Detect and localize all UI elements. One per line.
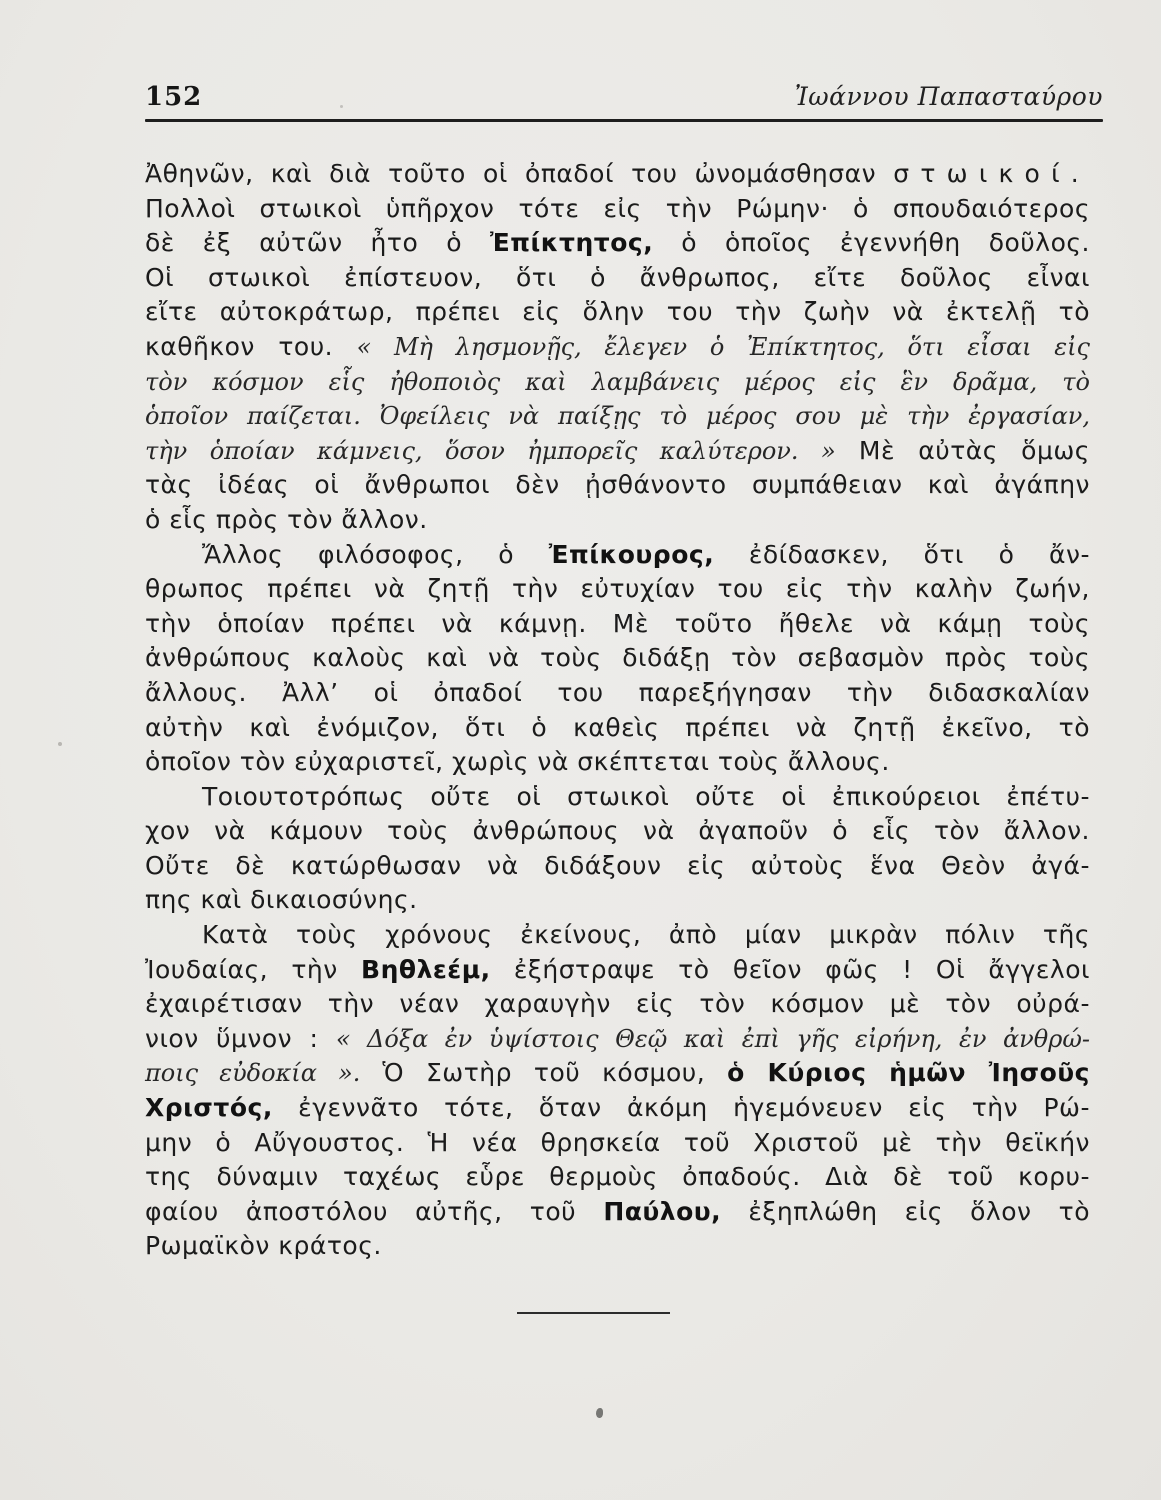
ink-speck (596, 1408, 603, 1418)
text-segment: ὁ ὁποῖος ἐγεννήθη δοῦλος. (653, 228, 1090, 258)
text-segment: Ἀθηνῶν, καὶ διὰ τοῦτο οἱ ὀπαδοί του ὠνομάσθησαν (145, 159, 894, 188)
text-line (145, 987, 1090, 1022)
text-segment: ἐχαιρέτισαν τὴν νέαν χαραυγὴν εἰς τὸν κόσμον μὲ τὸν οὐρά- (145, 989, 1090, 1019)
text-line (145, 157, 1090, 192)
text-line (145, 261, 1090, 296)
text-line (145, 365, 1090, 400)
text-segment: ὁ εἷς πρὸς τὸν ἄλλον. (145, 504, 428, 534)
text-segment: Παύλου, (603, 1196, 722, 1226)
text-segment: Κατὰ τοὺς χρόνους ἐκείνους, ἀπὸ μίαν μικρὰν πόλιν τῆς (202, 920, 1090, 950)
text-segment: ὁποῖον παίζεται. Ὀφείλεις νὰ παίξῃς τὸ μέρος σου μὲ τὴν ἐργασίαν, (145, 402, 1090, 431)
text-segment: στωικοί. (893, 159, 1090, 188)
text-segment: ἀνθρώπους καλοὺς καὶ νὰ τοὺς διδάξῃ τὸν σεβασμὸν πρὸς τοὺς (145, 643, 1090, 673)
paper-speck (340, 105, 343, 108)
text-segment: Οἱ στωικοὶ ἐπίστευον, ὅτι ὁ ἄνθρωπος, εἴτε δοῦλος εἶναι (145, 262, 1090, 292)
text-line (145, 745, 1090, 780)
text-segment: Πολλοὶ στωικοὶ ὑπῆρχον τότε εἰς τὴν Ρώμην· ὁ σπουδαιότερος (145, 193, 1090, 223)
text-line (145, 641, 1090, 676)
text-segment: ἄλλους. Ἀλλ’ οἱ ὀπαδοί του παρεξήγησαν τὴν διδασκαλίαν (145, 677, 1090, 707)
text-segment: νιον ὕμνον : (145, 1023, 336, 1053)
page-header (145, 82, 1103, 112)
text-segment: τὰς ἰδέας οἱ ἄνθρωποι δὲν ᾐσθάνοντο συμπάθειαν καὶ ἀγάπην (145, 470, 1090, 500)
text-line (145, 1126, 1090, 1161)
text-line (145, 572, 1090, 607)
text-line (145, 1195, 1090, 1230)
text-line (145, 330, 1090, 365)
text-line (145, 918, 1090, 953)
text-line (145, 953, 1090, 988)
text-segment: πης καὶ δικαιοσύνης. (145, 885, 418, 915)
text-segment: « Μὴ λησμονῇς, ἔλεγεν ὁ Ἐπίκτητος, ὅτι εἶσαι εἰς (356, 332, 1090, 361)
text-line (145, 226, 1090, 261)
text-line (145, 676, 1090, 711)
text-segment: δὲ ἐξ αὐτῶν ἦτο ὁ (145, 228, 490, 258)
text-line (145, 883, 1090, 918)
text-segment: « Δόξα ἐν ὑψίστοις Θεῷ καὶ ἐπὶ γῆς εἰρήνη, ἐν ἀνθρώ- (335, 1024, 1091, 1053)
body-text (145, 157, 1090, 1264)
text-segment: ἐδίδασκεν, ὅτι ὁ ἄν- (714, 539, 1090, 569)
text-line (145, 780, 1090, 815)
text-segment: Ἰουδαίας, τὴν (145, 954, 362, 984)
text-segment: Ἐπίκτητος, (489, 228, 654, 258)
text-line (145, 1160, 1090, 1195)
text-line (145, 1056, 1090, 1091)
text-segment: ἐγεννᾶτο τότε, ὅταν ἀκόμη ἡγεμόνευεν εἰς τὴν Ρώ- (272, 1093, 1090, 1123)
text-segment: ἐξηπλώθη εἰς ὅλον τὸ (721, 1196, 1090, 1226)
text-segment: Ρωμαϊκὸν κράτος. (145, 1231, 382, 1261)
text-line (145, 434, 1090, 469)
text-segment: Μὲ αὐτὰς ὅμως (835, 435, 1090, 465)
header-rule (145, 119, 1103, 122)
text-segment: της δύναμιν ταχέως εὗρε θερμοὺς ὀπαδούς. Διὰ δὲ τοῦ κορυ- (145, 1162, 1090, 1192)
text-segment: φαίου ἀποστόλου αὐτῆς, τοῦ (145, 1196, 604, 1226)
text-segment: ποις εὐδοκία ». (145, 1059, 361, 1088)
text-line (145, 711, 1090, 746)
text-line (145, 503, 1090, 538)
text-line (145, 468, 1090, 503)
text-line (145, 1091, 1090, 1126)
text-line (145, 814, 1090, 849)
text-line (145, 849, 1090, 884)
text-segment: Ἐπίκουρος, (548, 539, 715, 569)
text-segment: εἴτε αὐτοκράτωρ, πρέπει εἰς ὅλην του τὴν ζωὴν νὰ ἐκτελῇ τὸ (145, 297, 1090, 327)
text-segment: τὴν ὁποίαν κάμνεις, ὅσον ἠμπορεῖς καλύτερον. » (145, 436, 836, 465)
text-segment: καθῆκον του. (145, 331, 357, 361)
text-segment: Ἄλλος φιλόσοφος, ὁ (202, 539, 549, 569)
text-line (145, 1229, 1090, 1264)
text-segment: χον νὰ κάμουν τοὺς ἀνθρώπους νὰ ἀγαποῦν ὁ εἷς τὸν ἄλλον. (145, 816, 1090, 846)
text-segment: ὁ Κύριος ἡμῶν Ἰησοῦς (727, 1058, 1090, 1088)
text-segment: ὁποῖον τὸν εὐχαριστεῖ, χωρὶς νὰ σκέπτεται τοὺς ἄλλους. (145, 747, 890, 777)
text-segment: μην ὁ Αὔγουστος. Ἡ νέα θρησκεία τοῦ Χριστοῦ μὲ τὴν θεϊκήν (145, 1127, 1090, 1157)
running-head: Ἰωάννου Παπασταύρου (794, 82, 1103, 111)
text-segment: Βηθλεέμ, (361, 954, 491, 984)
text-line (145, 192, 1090, 227)
text-line (145, 538, 1090, 573)
text-segment: Χριστός, (145, 1093, 273, 1123)
text-segment: ἐξήστραψε τὸ θεῖον φῶς ! Οἱ ἄγγελοι (490, 954, 1090, 984)
text-segment: αὐτὴν καὶ ἐνόμιζον, ὅτι ὁ καθεὶς πρέπει νὰ ζητῇ ἐκεῖνο, τὸ (145, 712, 1090, 742)
text-line (145, 607, 1090, 642)
paper-speck (58, 742, 62, 746)
text-segment: τὸν κόσμον εἷς ἠθοποιὸς καὶ λαμβάνεις μέρος εἰς ἓν δρᾶμα, τὸ (145, 367, 1090, 396)
section-divider (517, 1312, 670, 1314)
text-segment: θρωπος πρέπει νὰ ζητῇ τὴν εὐτυχίαν του εἰς τὴν καλὴν ζωήν, (145, 574, 1090, 604)
text-segment: τὴν ὁποίαν πρέπει νὰ κάμνῃ. Μὲ τοῦτο ἤθελε νὰ κάμῃ τοὺς (145, 608, 1090, 638)
page-number: 152 (145, 82, 203, 112)
text-line (145, 1022, 1090, 1057)
text-line (145, 399, 1090, 434)
text-segment: Οὔτε δὲ κατώρθωσαν νὰ διδάξουν εἰς αὐτοὺς ἕνα Θεὸν ἀγά- (145, 850, 1090, 880)
text-segment: Ὁ Σωτὴρ τοῦ κόσμου, (360, 1058, 728, 1088)
text-segment: Τοιουτοτρόπως οὔτε οἱ στωικοὶ οὔτε οἱ ἐπικούρειοι ἐπέτυ- (202, 781, 1090, 811)
text-line (145, 295, 1090, 330)
